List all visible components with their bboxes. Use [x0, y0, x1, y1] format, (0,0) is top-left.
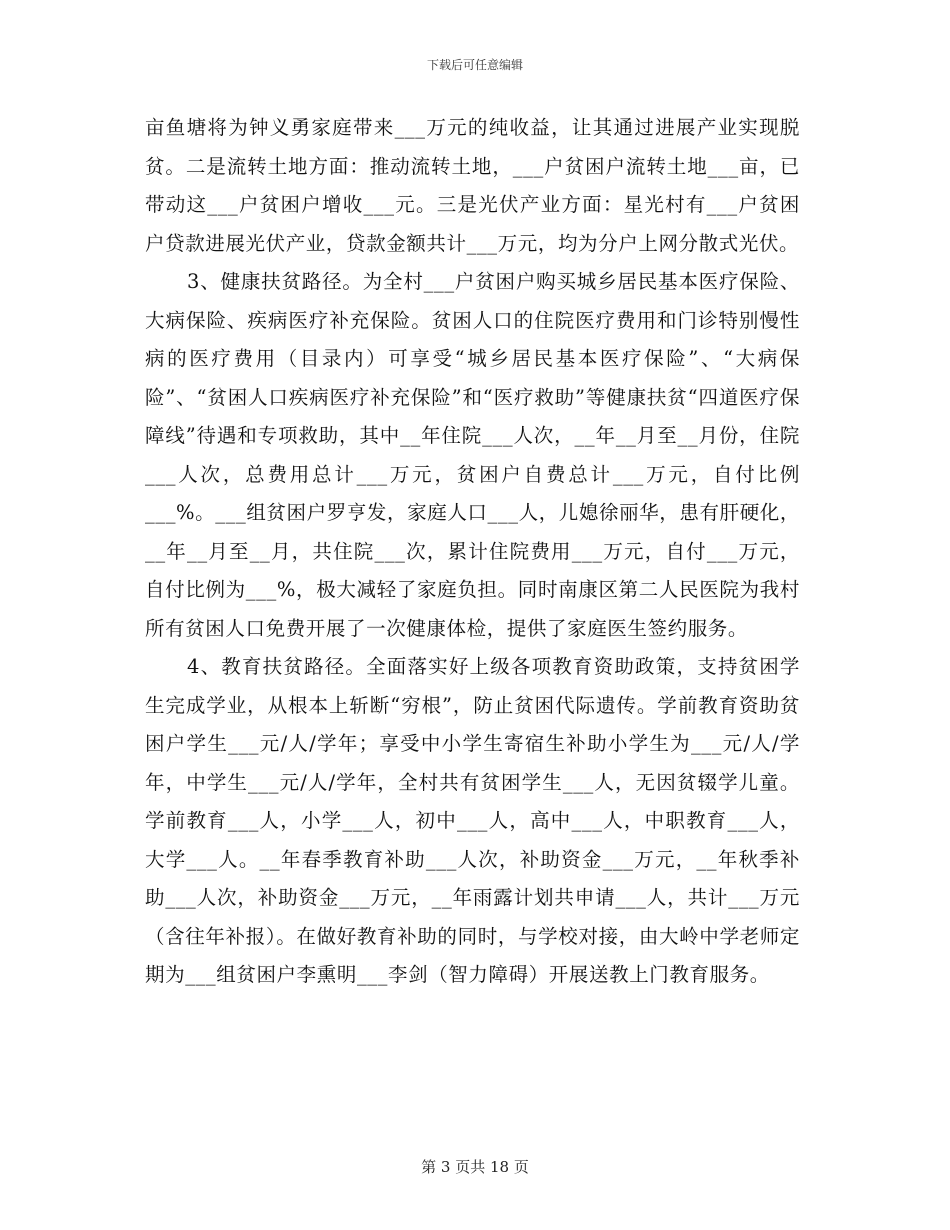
paragraph-education-poverty: 4、教育扶贫路径。全面落实好上级各项教育资助政策，支持贫困学生完成学业，从根本上斩断“穷根”，防止贫困代际遗传。学前教育资助贫困户学生___元/人/学年；享受中小学生寄宿生补助小学生为___元/人/学年，中学生___元/人/学年，全村共有贫困学生___人，无因贫辍学儿童。学前教育___人，小学___人，初中___人，高中___人，中职教育___人，大学___人。__年春季教育补助___人次，补助资金___万元，__年秋季补助___人次，补助资金___万元，__年雨露计划共申请___人，共计___万元（含往年补报）。在做好教育补助的同时，与学校对接，由大岭中学老师定期为___组贫困户李熏明___李剑（智力障碍）开展送教上门教育服务。	[145, 655, 800, 986]
page-header: 下载后可任意编辑	[426, 58, 523, 72]
paragraph-health-poverty: 3、健康扶贫路径。为全村___户贫困户购买城乡居民基本医疗保险、大病保险、疾病医疗补充保险。贫困人口的住院医疗费用和门诊特别慢性病的医疗费用（目录内）可享受“城乡居民基本医疗保险”、“大病保险”、“贫困人口疾病医疗补充保险”和“医疗救助”等健康扶贫“四道医疗保障线”待遇和专项救助，其中__年住院___人次，__年__月至__月份，住院___人次，总费用总计___万元，贫困户自费总计___万元，自付比例___%。___组贫困户罗亨发，家庭人口___人，儿媳徐丽华，患有肝硬化，__年__月至__月，共住院___次，累计住院费用___万元，自付___万元，自付比例为___%，极大减轻了家庭负担。同时南康区第二人民医院为我村所有贫困人口免费开展了一次健康体检，提供了家庭医生签约服务。	[145, 270, 800, 640]
page-footer: 第 3 页共 18 页	[421, 1158, 529, 1176]
paragraph-continuation: 亩鱼塘将为钟义勇家庭带来___万元的纯收益，让其通过进展产业实现脱贫。二是流转土地方面：推动流转土地，___户贫困户流转土地___亩，已带动这___户贫困户增收___元。三是光伏产业方面：星光村有___户贫困户贷款进展光伏产业，贷款金额共计___万元，均为分户上网分散式光伏。	[145, 116, 800, 255]
document-body	[145, 109, 800, 995]
